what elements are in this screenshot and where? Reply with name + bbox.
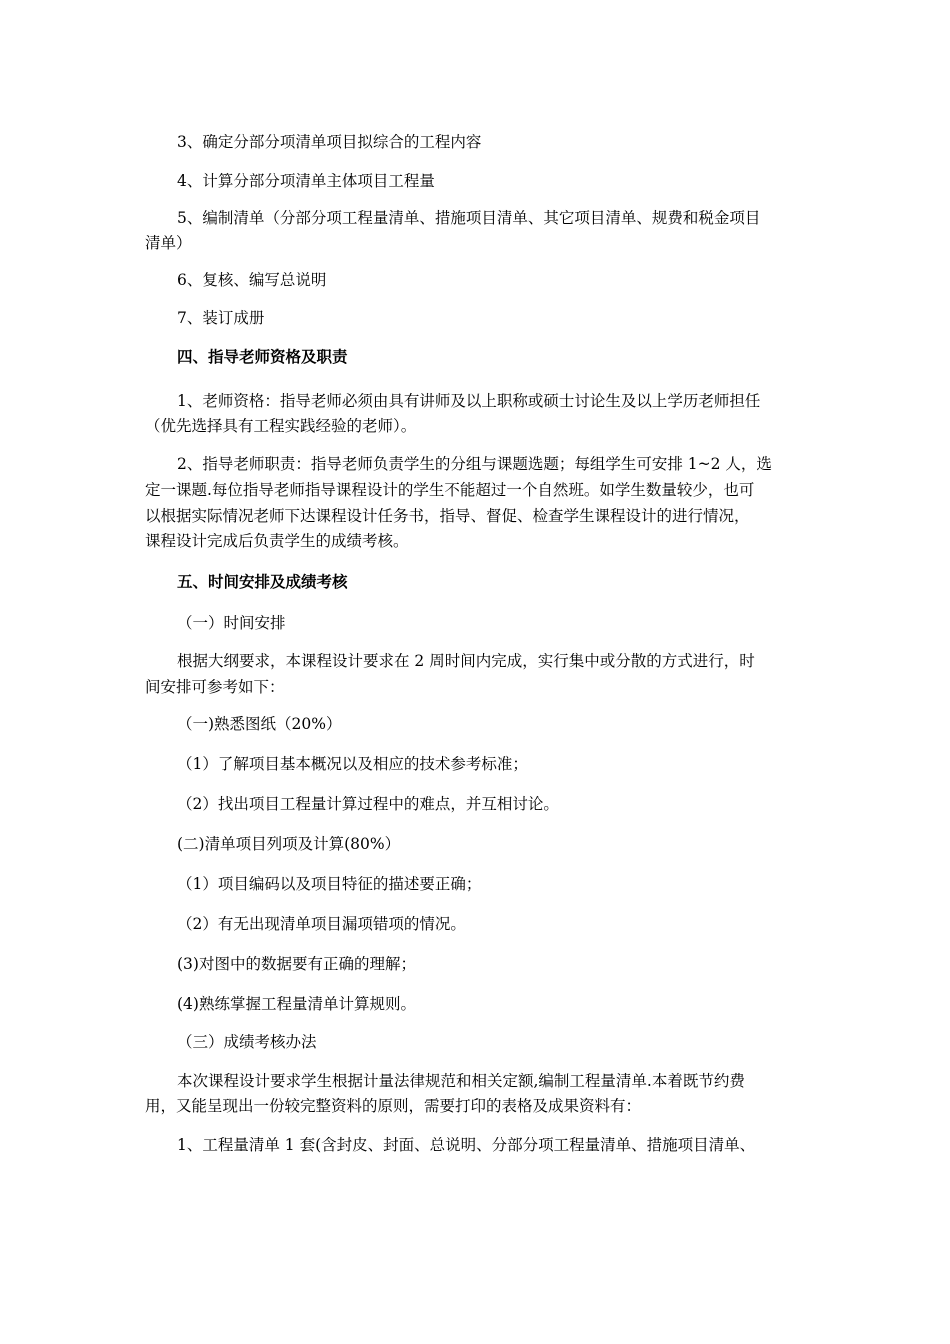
list-item: 6、复核、编写总说明 [177,271,327,289]
list-item: （2）找出项目工程量计算过程中的难点，并互相讨论。 [177,795,559,813]
list-item: 1、工程量清单 1 套(含封皮、封面、总说明、分部分项工程量清单、措施项目清单、 [177,1136,756,1154]
paragraph-line: （优先选择具有工程实践经验的老师）。 [145,417,417,435]
section-heading: 五、时间安排及成绩考核 [177,572,348,591]
paragraph-line: 根据大纲要求，本课程设计要求在 2 周时间内完成，实行集中或分散的方式进行，时 [177,652,755,670]
paragraph-line: 1、老师资格：指导老师必须由具有讲师及以上职称或硕士讨论生及以上学历老师担任 [177,392,761,410]
paragraph-line: 2、指导老师职责：指导老师负责学生的分组与课题选题；每组学生可安排 1~2 人，选 [177,455,772,473]
subsection-heading: （一)熟悉图纸（20%） [177,715,342,733]
paragraph-line: 本次课程设计要求学生根据计量法律规范和相关定额,编制工程量清单.本着既节约费 [177,1072,745,1090]
paragraph-line: 清单） [145,234,192,252]
list-item: (4)熟练掌握工程量清单计算规则。 [177,995,416,1013]
paragraph-line: 间安排可参考如下： [145,678,285,696]
paragraph-line: 用，又能呈现出一份较完整资料的原则，需要打印的表格及成果资料有： [145,1097,642,1115]
list-item: （1）项目编码以及项目特征的描述要正确； [177,875,482,893]
list-item: （1）了解项目基本概况以及相应的技术参考标准； [177,755,528,773]
subsection-heading: (二)清单项目列项及计算(80%） [177,835,401,853]
list-item: 4、计算分部分项清单主体项目工程量 [177,172,435,190]
list-item: 3、确定分部分项清单项目拟综合的工程内容 [177,133,482,151]
paragraph-line: 定一课题.每位指导老师指导课程设计的学生不能超过一个自然班。如学生数量较少，也可 [145,481,755,499]
list-item: (3)对图中的数据要有正确的理解； [177,955,416,973]
list-item: （2）有无出现清单项目漏项错项的情况。 [177,915,466,933]
subsection-heading: （一）时间安排 [177,614,286,632]
list-item: 7、装订成册 [177,309,265,327]
paragraph-line: 以根据实际情况老师下达课程设计任务书，指导、督促、检查学生课程设计的进行情况， [145,507,750,525]
subsection-heading: （三）成绩考核办法 [177,1033,317,1051]
paragraph-line: 课程设计完成后负责学生的成绩考核。 [145,532,409,550]
list-item: 5、编制清单（分部分项工程量清单、措施项目清单、其它项目清单、规费和税金项目 [177,209,761,227]
section-heading: 四、指导老师资格及职责 [177,347,348,366]
